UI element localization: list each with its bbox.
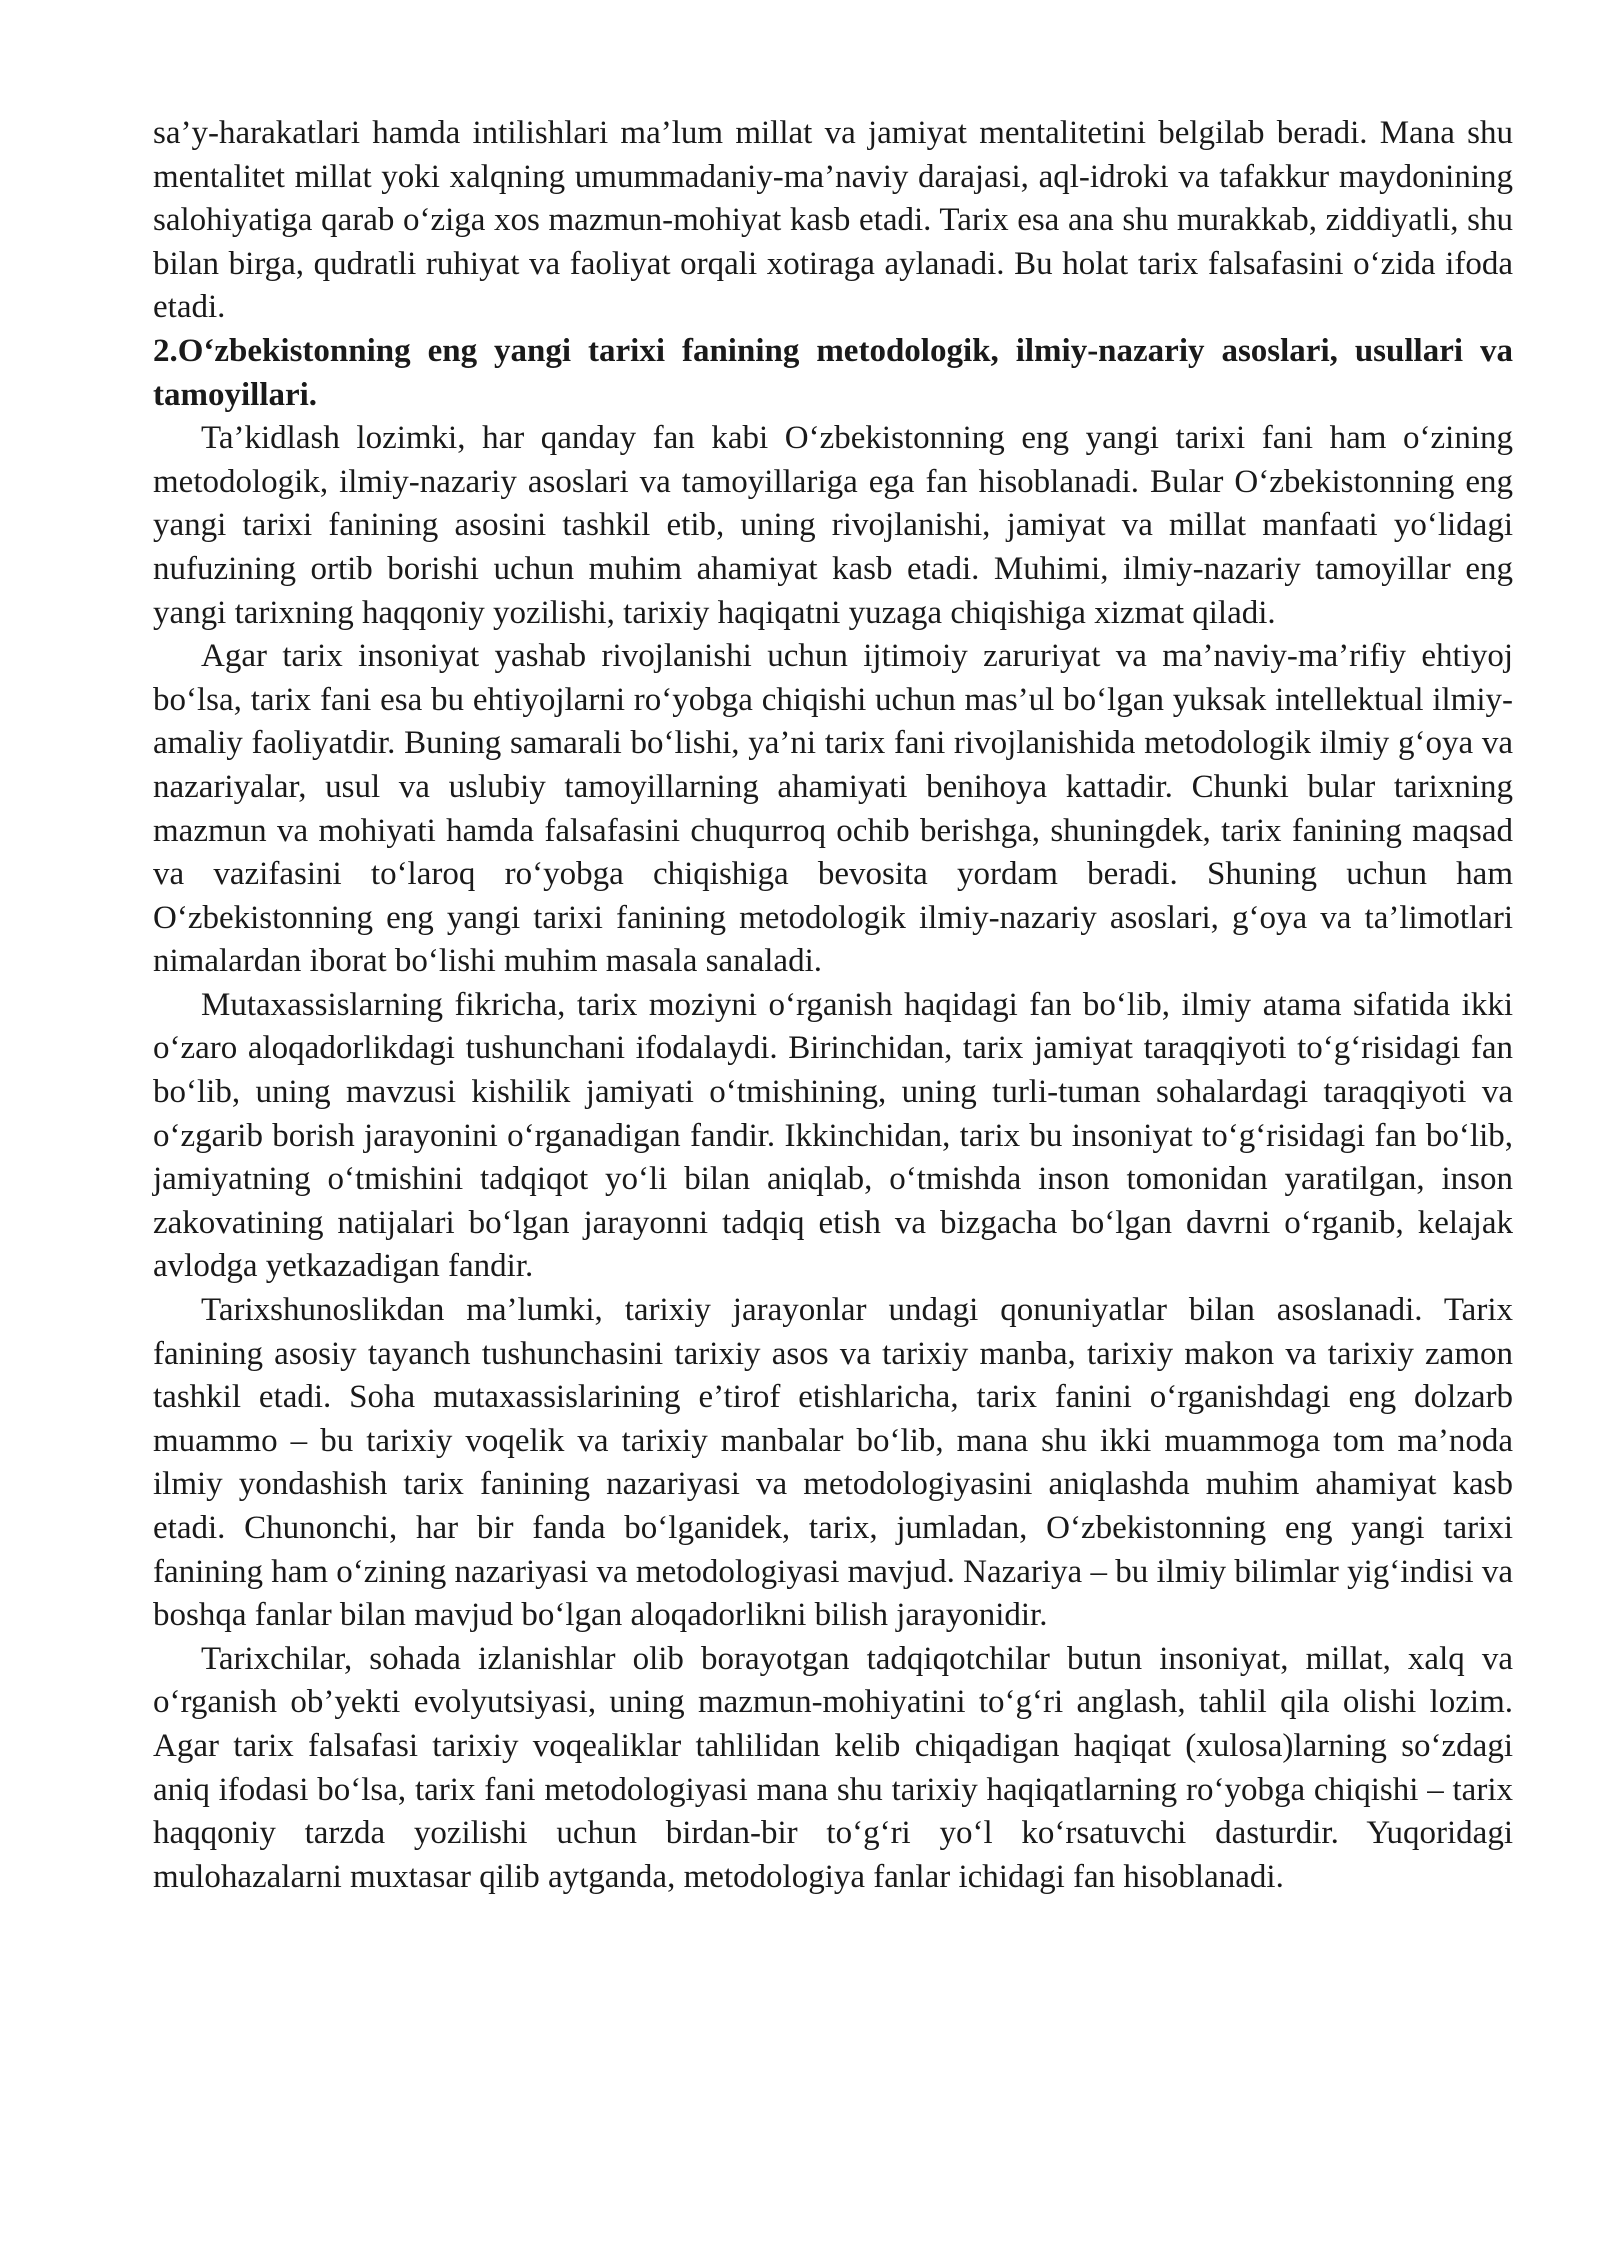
- paragraph: Tarixchilar, sohada izlanishlar olib borayotgan tadqiqotchilar butun insoniyat, millat, xalq va o‘rganish ob’yekti evolyutsiyasi, uning mazmun-mohiyatini to‘g‘ri anglash, tahlil qila olishi lozim. Agar tarix falsafasi tarixiy voqealiklar tahlilidan kelib chiqadigan haqiqat (xulosa)larning so‘zdagi aniq ifodasi bo‘lsa, tarix fani metodologiyasi mana shu tarixiy haqiqatlarning ro‘yobga chiqishi – tarix haqqoniy tarzda yozilishi uchun birdan-bir to‘g‘ri yo‘l ko‘rsatuvchi dasturdir. Yuqoridagi mulohazalarni muxtasar qilib aytganda, metodologiya fanlar ichidagi fan hisoblanadi.: [153, 1640, 1513, 1895]
- paragraph: Agar tarix insoniyat yashab rivojlanishi uchun ijtimoiy zaruriyat va ma’naviy-ma’rifiy ehtiyoj bo‘lsa, tarix fani esa bu ehtiyojlarni ro‘yobga chiqishi uchun mas’ul bo‘lgan yuksak intellektual ilmiy-amaliy faoliyatdir. Buning samarali bo‘lishi, ya’ni tarix fani rivojlanishida metodologik ilmiy g‘oya va nazariyalar, usul va uslubiy tamoyillarning ahamiyati benihoya kattadir. Chunki bular tarixning mazmun va mohiyati hamda falsafasini chuqurroq ochib berishga, shuningdek, tarix fanining maqsad va vazifasini to‘laroq ro‘yobga chiqishiga bevosita yordam beradi. Shuning uchun ham O‘zbekistonning eng yangi tarixi fanining metodologik ilmiy-nazariy asoslari, g‘oya va ta’limotlari nimalardan iborat bo‘lishi muhim masala sanaladi.: [153, 638, 1513, 980]
- paragraph: Ta’kidlash lozimki, har qanday fan kabi O‘zbekistonning eng yangi tarixi fani ham o‘zining metodologik, ilmiy-nazariy asoslari va tamoyillariga ega fan hisoblanadi. Bular O‘zbekistonning eng yangi tarixi fanining asosini tashkil etib, uning rivojlanishi, jamiyat va millat manfaati yo‘lidagi nufuzining ortib borishi uchun muhim ahamiyat kasb etadi. Muhimi, ilmiy-nazariy tamoyillar eng yangi tarixning haqqoniy yozilishi, tarixiy haqiqatni yuzaga chiqishiga xizmat qiladi.: [153, 420, 1513, 631]
- section-heading: 2.O‘zbekistonning eng yangi tarixi fanining metodologik, ilmiy-nazariy asoslari, usullari va tamoyillari.: [153, 332, 1513, 413]
- paragraph-continuation: sa’y-harakatlari hamda intilishlari ma’lum millat va jamiyat mentalitetini belgilab beradi. Mana shu mentalitet millat yoki xalqning umummadaniy-ma’naviy darajasi, aql-idroki va tafakkur maydonining salohiyatiga qarab o‘ziga xos mazmun-mohiyat kasb etadi. Tarix esa ana shu murakkab, ziddiyatli, shu bilan birga, qudratli ruhiyat va faoliyat orqali xotiraga aylanadi. Bu holat tarix falsafasini o‘zida ifoda etadi.: [153, 115, 1513, 326]
- paragraph: Tarixshunoslikdan ma’lumki, tarixiy jarayonlar undagi qonuniyatlar bilan asoslanadi. Tarix fanining asosiy tayanch tushunchasini tarixiy asos va tarixiy manba, tarixiy makon va tarixiy zamon tashkil etadi. Soha mutaxassislarining e’tirof etishlaricha, tarix fanini o‘rganishdagi eng dolzarb muammo – bu tarixiy voqelik va tarixiy manbalar bo‘lib, mana shu ikki muammoga tom ma’noda ilmiy yondashish tarix fanining nazariyasi va metodologiyasini aniqlashda muhim ahamiyat kasb etadi. Chunonchi, har bir fanda bo‘lganidek, tarix, jumladan, O‘zbekistonning eng yangi tarixi fanining ham o‘zining nazariyasi va metodologiyasi mavjud. Nazariya – bu ilmiy bilimlar yig‘indisi va boshqa fanlar bilan mavjud bo‘lgan aloqadorlikni bilish jarayonidir.: [153, 1292, 1514, 1634]
- document-page: [153, 112, 1513, 1899]
- paragraph: Mutaxassislarning fikricha, tarix moziyni o‘rganish haqidagi fan bo‘lib, ilmiy atama sifatida ikki o‘zaro aloqadorlikdagi tushunchani ifodalaydi. Birinchidan, tarix jamiyat taraqqiyoti to‘g‘risidagi fan bo‘lib, uning mavzusi kishilik jamiyati o‘tmishining, uning turli-tuman sohalardagi taraqqiyoti va o‘zgarib borish jarayonini o‘rganadigan fandir. Ikkinchidan, tarix bu insoniyat to‘g‘risidagi fan bo‘lib, jamiyatning o‘tmishini tadqiqot yo‘li bilan aniqlab, o‘tmishda inson tomonidan yaratilgan, inson zakovatining natijalari bo‘lgan jarayonni tadqiq etish va bizgacha bo‘lgan davrni o‘rganib, kelajak avlodga yetkazadigan fandir.: [153, 986, 1513, 1285]
